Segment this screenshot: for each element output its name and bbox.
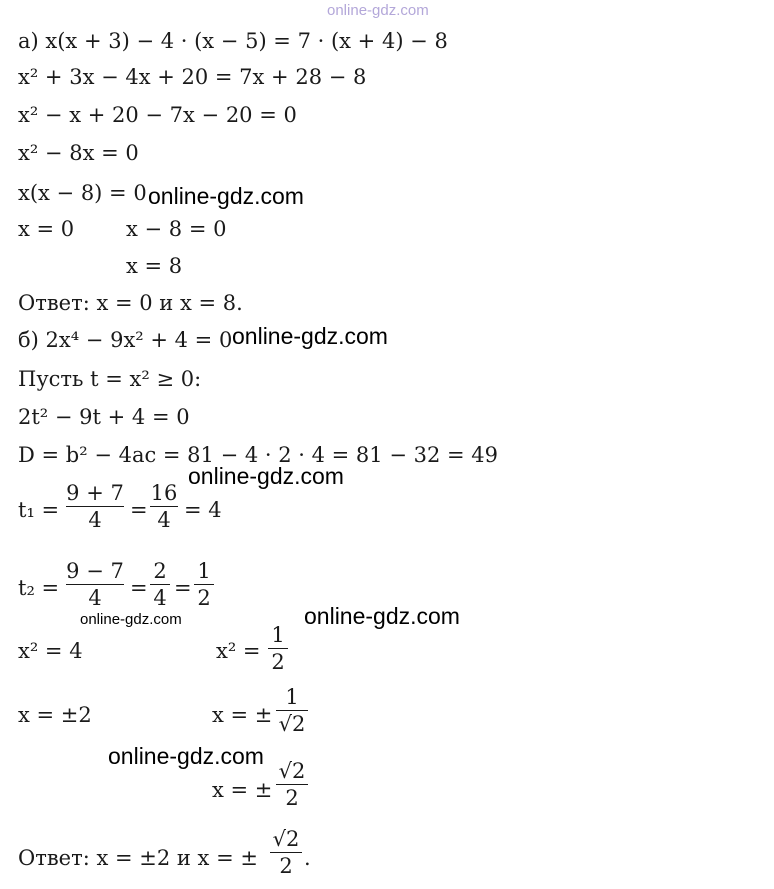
t2-eq-1: = xyxy=(130,576,148,600)
part-b-answer-end: . xyxy=(304,846,311,870)
part-a-line-4: x² − 8x = 0 xyxy=(18,141,139,165)
part-b-answer-num: √2 xyxy=(272,827,300,851)
t2-fraction-1 xyxy=(66,558,124,611)
part-a-line-2: x² + 3x − 4x + 20 = 7x + 28 − 8 xyxy=(18,65,367,89)
part-b-answer-den: 2 xyxy=(279,854,293,878)
t2-fraction-3 xyxy=(194,558,214,611)
part-a-line-6a: x = 0 xyxy=(18,217,75,241)
t1-label: t₁ = xyxy=(18,498,60,522)
t1-fraction-1 xyxy=(66,480,124,533)
part-a-line-1: а) x(x + 3) − 4 · (x − 5) = 7 · (x + 4) − 8 xyxy=(18,29,448,53)
t1-num-2: 16 xyxy=(150,481,178,505)
case-2-num: 1 xyxy=(271,623,285,647)
part-b-answer-label: Ответ: x = ±2 и x = ± xyxy=(18,846,258,870)
case-2-result-den: √2 xyxy=(278,712,306,736)
t2-num-1: 9 − 7 xyxy=(66,559,124,583)
t1-num-1: 9 + 7 xyxy=(66,481,124,505)
case-2-simplified-label: x = ± xyxy=(212,778,273,802)
watermark-5: online-gdz.com xyxy=(304,603,460,629)
part-a-line-5: x(x − 8) = 0 xyxy=(18,181,147,205)
watermark-2: online-gdz.com xyxy=(232,323,388,349)
t2-den-3: 2 xyxy=(197,586,211,610)
t2-den-1: 4 xyxy=(88,586,102,610)
t1-den-1: 4 xyxy=(88,508,102,532)
t1-fraction-2 xyxy=(150,480,178,533)
t2-num-2: 2 xyxy=(153,559,167,583)
t2-fraction-2 xyxy=(150,558,170,611)
part-a-line-6b: x − 8 = 0 xyxy=(126,217,227,241)
case-2-result-fraction xyxy=(276,684,308,737)
t2-den-2: 4 xyxy=(153,586,167,610)
case-2-simplified-fraction xyxy=(276,758,308,811)
t2-num-3: 1 xyxy=(197,559,211,583)
watermark-top: online-gdz.com xyxy=(327,2,429,19)
case-2-result-num: 1 xyxy=(285,685,299,709)
t2-eq-2: = xyxy=(174,576,192,600)
t1-den-2: 4 xyxy=(157,508,171,532)
part-b-line-2: Пусть t = x² ≥ 0: xyxy=(18,367,202,391)
case-1-result: x = ±2 xyxy=(18,703,92,727)
part-a-answer: Ответ: x = 0 и x = 8. xyxy=(18,291,243,315)
watermark-4: online-gdz.com xyxy=(80,611,182,628)
case-2-label: x² = xyxy=(216,639,261,663)
part-a-line-3: x² − x + 20 − 7x − 20 = 0 xyxy=(18,103,297,127)
t1-result: = 4 xyxy=(184,498,222,522)
watermark-1: online-gdz.com xyxy=(148,183,304,209)
part-b-answer-fraction xyxy=(270,826,302,879)
case-2-simplified-den: 2 xyxy=(285,786,299,810)
part-b-line-1: б) 2x⁴ − 9x² + 4 = 0 xyxy=(18,328,233,352)
case-2-fraction xyxy=(268,622,288,675)
part-b-line-3: 2t² − 9t + 4 = 0 xyxy=(18,405,190,429)
case-2-result-label: x = ± xyxy=(212,703,273,727)
watermark-6: online-gdz.com xyxy=(108,743,264,769)
t1-eq: = xyxy=(130,498,148,522)
part-a-line-7: x = 8 xyxy=(126,254,183,278)
case-1-equation: x² = 4 xyxy=(18,639,83,663)
watermark-3: online-gdz.com xyxy=(188,463,344,489)
case-2-simplified-num: √2 xyxy=(278,759,306,783)
t2-label: t₂ = xyxy=(18,576,60,600)
case-2-den: 2 xyxy=(271,650,285,674)
part-b-discriminant: D = b² − 4ac = 81 − 4 · 2 · 4 = 81 − 32 = 49 xyxy=(18,443,498,467)
